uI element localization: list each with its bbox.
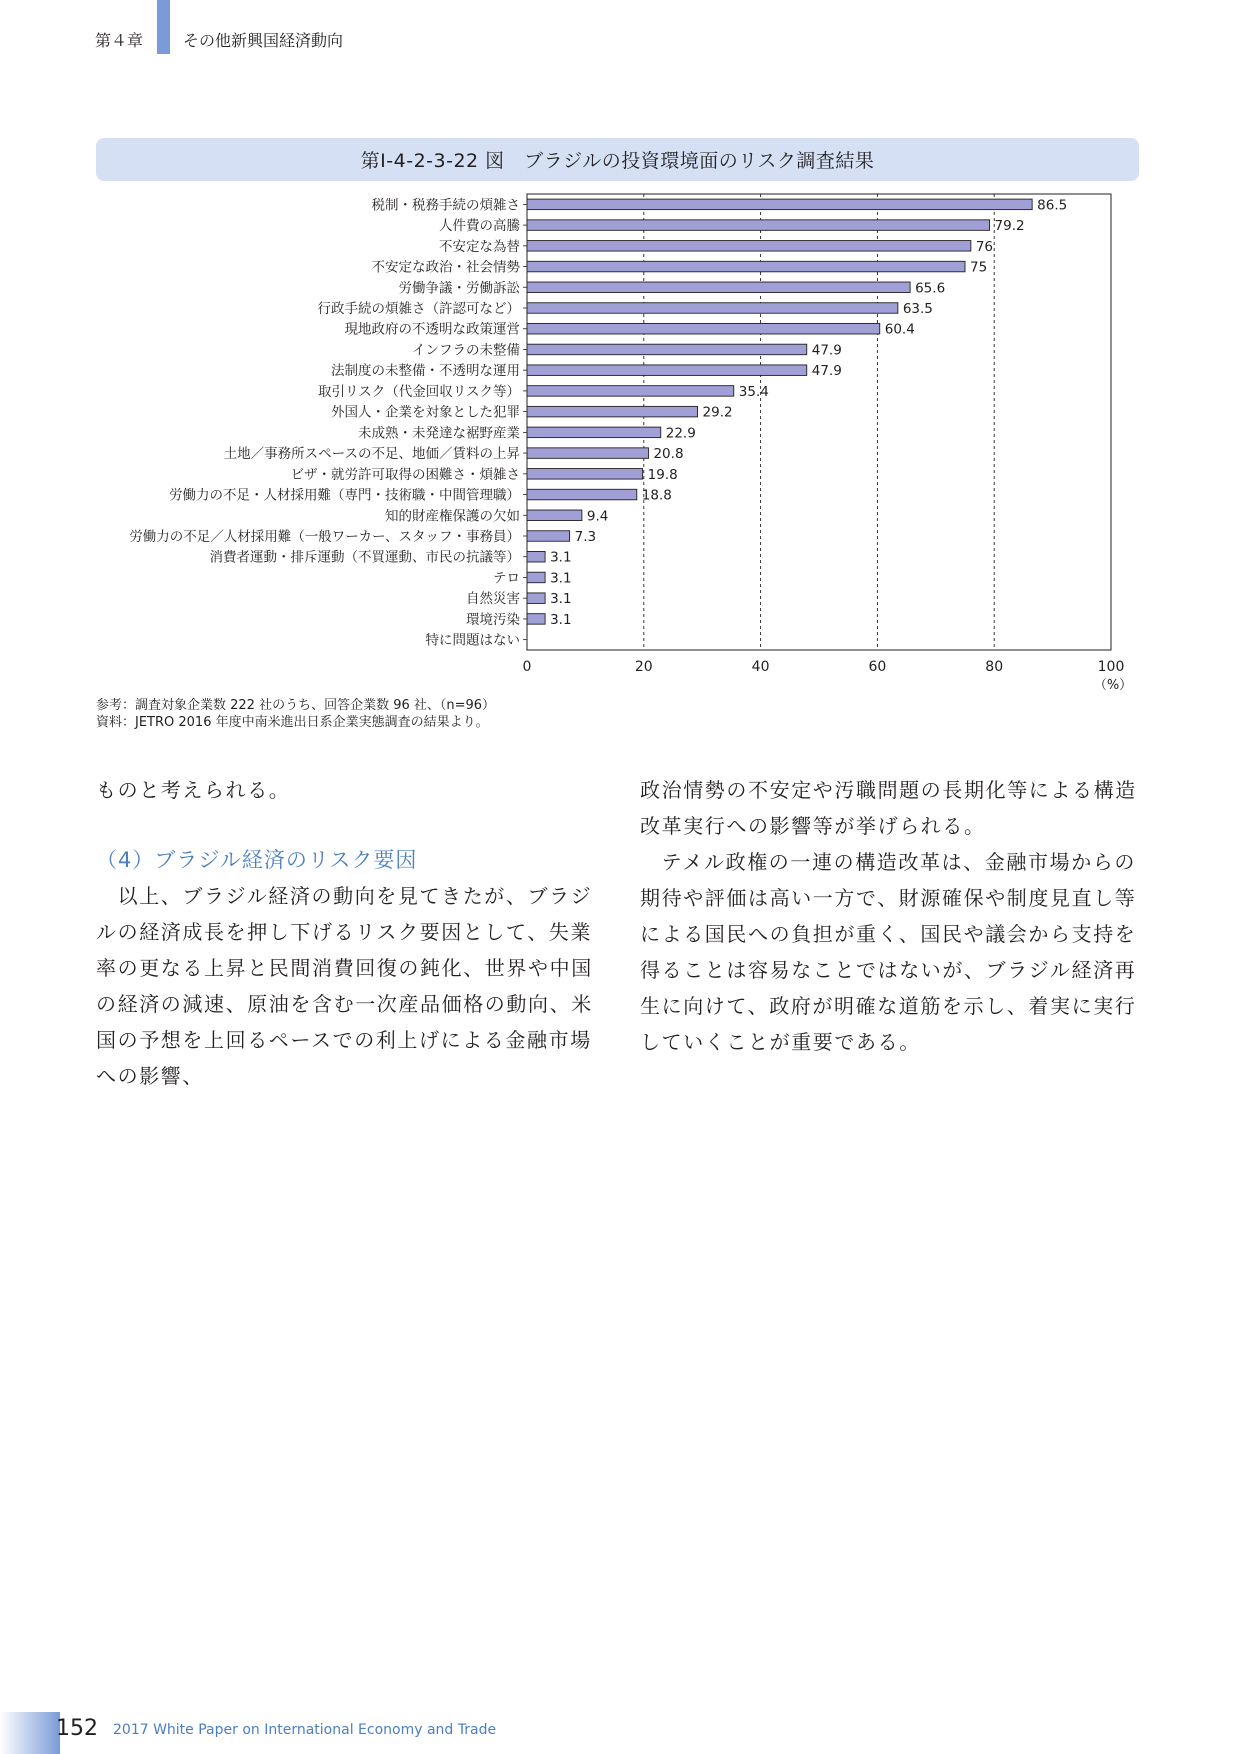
bar: [527, 531, 570, 542]
x-tick-label: 0: [522, 659, 532, 675]
bar: [527, 614, 545, 625]
value-label: 47.9: [811, 363, 842, 380]
x-tick-label: 80: [985, 659, 1004, 675]
category-label: 現地政府の不透明な政策運営: [344, 321, 520, 338]
bar: [527, 241, 971, 252]
figure-notes: [96, 697, 495, 731]
category-label: 労働争議・労働訴訟: [398, 280, 520, 297]
bar: [527, 261, 965, 272]
bar: [527, 593, 545, 604]
category-label: 行政手続の煩雑さ（許認可など）: [317, 301, 520, 317]
value-label: 79.2: [994, 218, 1025, 235]
category-label: インフラの未整備: [412, 342, 520, 359]
value-label: 63.5: [902, 301, 933, 317]
x-axis-unit: （%）: [1093, 678, 1133, 693]
bar: [527, 365, 807, 376]
value-label: 86.5: [1037, 197, 1068, 214]
value-label: 3.1: [550, 591, 572, 608]
x-tick-label: 40: [751, 659, 770, 675]
bar: [527, 489, 637, 500]
note-line-1: 参考：調査対象企業数 222 社のうち、回答企業数 96 社、（n=96）: [96, 698, 496, 713]
bar: [527, 386, 734, 397]
bar: [527, 220, 990, 231]
category-label: 法制度の未整備・不透明な運用: [331, 363, 520, 380]
value-label: 18.8: [641, 487, 672, 504]
value-label: 47.9: [811, 342, 842, 359]
bar: [527, 469, 643, 480]
category-label: 知的財産権保護の欠如: [385, 508, 520, 525]
value-label: 65.6: [915, 280, 946, 297]
category-label: 労働力の不足・人材採用難（専門・技術職・中間管理職）: [169, 487, 520, 504]
bar: [527, 323, 880, 334]
value-label: 76: [975, 238, 994, 255]
x-tick-label: 100: [1097, 659, 1125, 675]
body-paragraph: ものと考えられる。: [96, 778, 291, 802]
category-label: 自然災害: [466, 591, 520, 608]
category-label: 土地／事務所スペースの不足、地価／賃料の上昇: [223, 446, 520, 463]
value-label: 3.1: [550, 570, 572, 587]
bar: [527, 199, 1032, 210]
value-label: 3.1: [550, 549, 572, 566]
bar-chart: [0, 0, 1241, 720]
category-label: 税制・税務手続の煩雑さ: [371, 197, 520, 214]
bar: [527, 427, 661, 438]
footer-gradient: [0, 1712, 60, 1754]
bar: [527, 406, 698, 417]
category-label: 不安定な為替: [439, 238, 520, 255]
value-label: 60.4: [884, 321, 915, 338]
category-label: 特に問題はない: [425, 632, 520, 649]
bar: [527, 303, 898, 314]
category-label: 消費者運動・排斥運動（不買運動、市民の抗議等）: [209, 549, 520, 566]
value-label: 29.2: [702, 404, 733, 421]
category-label: テロ: [493, 570, 520, 587]
value-label: 7.3: [574, 529, 597, 545]
category-label: ビザ・就労許可取得の困難さ・煩雑さ: [290, 466, 520, 483]
value-label: 20.8: [653, 446, 684, 463]
bar: [527, 551, 545, 562]
page-number: 152: [56, 1716, 98, 1741]
bar: [527, 510, 582, 520]
body-right-column: [640, 772, 1140, 1060]
body-paragraph: 以上、ブラジル経済の動向を見てきたが、ブラジルの経済成長を押し下げるリスク要因として、失業率の更なる上昇と民間消費回復の鈍化、世界や中国の経済の減速、原油を含む一次産品価格の動向、米国の予想を上回るペースでの利上げによる金融市場への影響、: [96, 884, 593, 1088]
bar: [527, 282, 910, 293]
chapter-label: 第４章: [95, 31, 144, 50]
footer-title: 2017 White Paper on International Economy and Trade: [113, 1722, 497, 1738]
body-paragraph: テメル政権の一連の構造改革は、金融市場からの期待や評価は高い一方で、財源確保や制度見直し等による国民への負担が重く、国民や議会から支持を得ることは容易なことではないが、ブラジル経済再生に向けて、政府が明確な道筋を示し、着実に実行していくことが重要である。: [640, 850, 1137, 1054]
value-label: 9.4: [586, 508, 609, 525]
category-label: 外国人・企業を対象とした犯罪: [331, 404, 520, 421]
x-tick-label: 20: [634, 659, 653, 675]
value-label: 19.8: [647, 466, 678, 483]
x-tick-label: 60: [868, 659, 887, 675]
note-line-2: 資料：JETRO 2016 年度中南米進出日系企業実態調査の結果より。: [96, 715, 489, 730]
category-label: 不安定な政治・社会情勢: [371, 259, 520, 276]
category-label: 人件費の高騰: [439, 218, 520, 235]
value-label: 22.9: [665, 425, 696, 442]
figure-title: 第Ⅰ-4-2-3-22 図 ブラジルの投資環境面のリスク調査結果: [96, 138, 1139, 181]
bar: [527, 572, 545, 583]
body-left-column: [96, 772, 596, 1094]
value-label: 35.4: [738, 383, 769, 400]
category-label: 環境汚染: [466, 611, 520, 628]
value-label: 3.1: [550, 611, 572, 628]
bar: [527, 448, 648, 459]
section-heading: （4）ブラジル経済のリスク要因: [96, 848, 418, 872]
category-label: 労働力の不足／人材採用難（一般ワーカー、スタッフ・事務員）: [129, 529, 520, 545]
section-label: その他新興国経済動向: [183, 31, 344, 50]
bar: [527, 344, 807, 355]
category-label: 未成熟・未発達な裾野産業: [358, 425, 520, 442]
value-label: 75: [970, 259, 988, 276]
category-label: 取引リスク（代金回収リスク等）: [318, 383, 520, 400]
body-paragraph: 政治情勢の不安定や汚職問題の長期化等による構造改革実行への影響等が挙げられる。: [640, 778, 1137, 838]
